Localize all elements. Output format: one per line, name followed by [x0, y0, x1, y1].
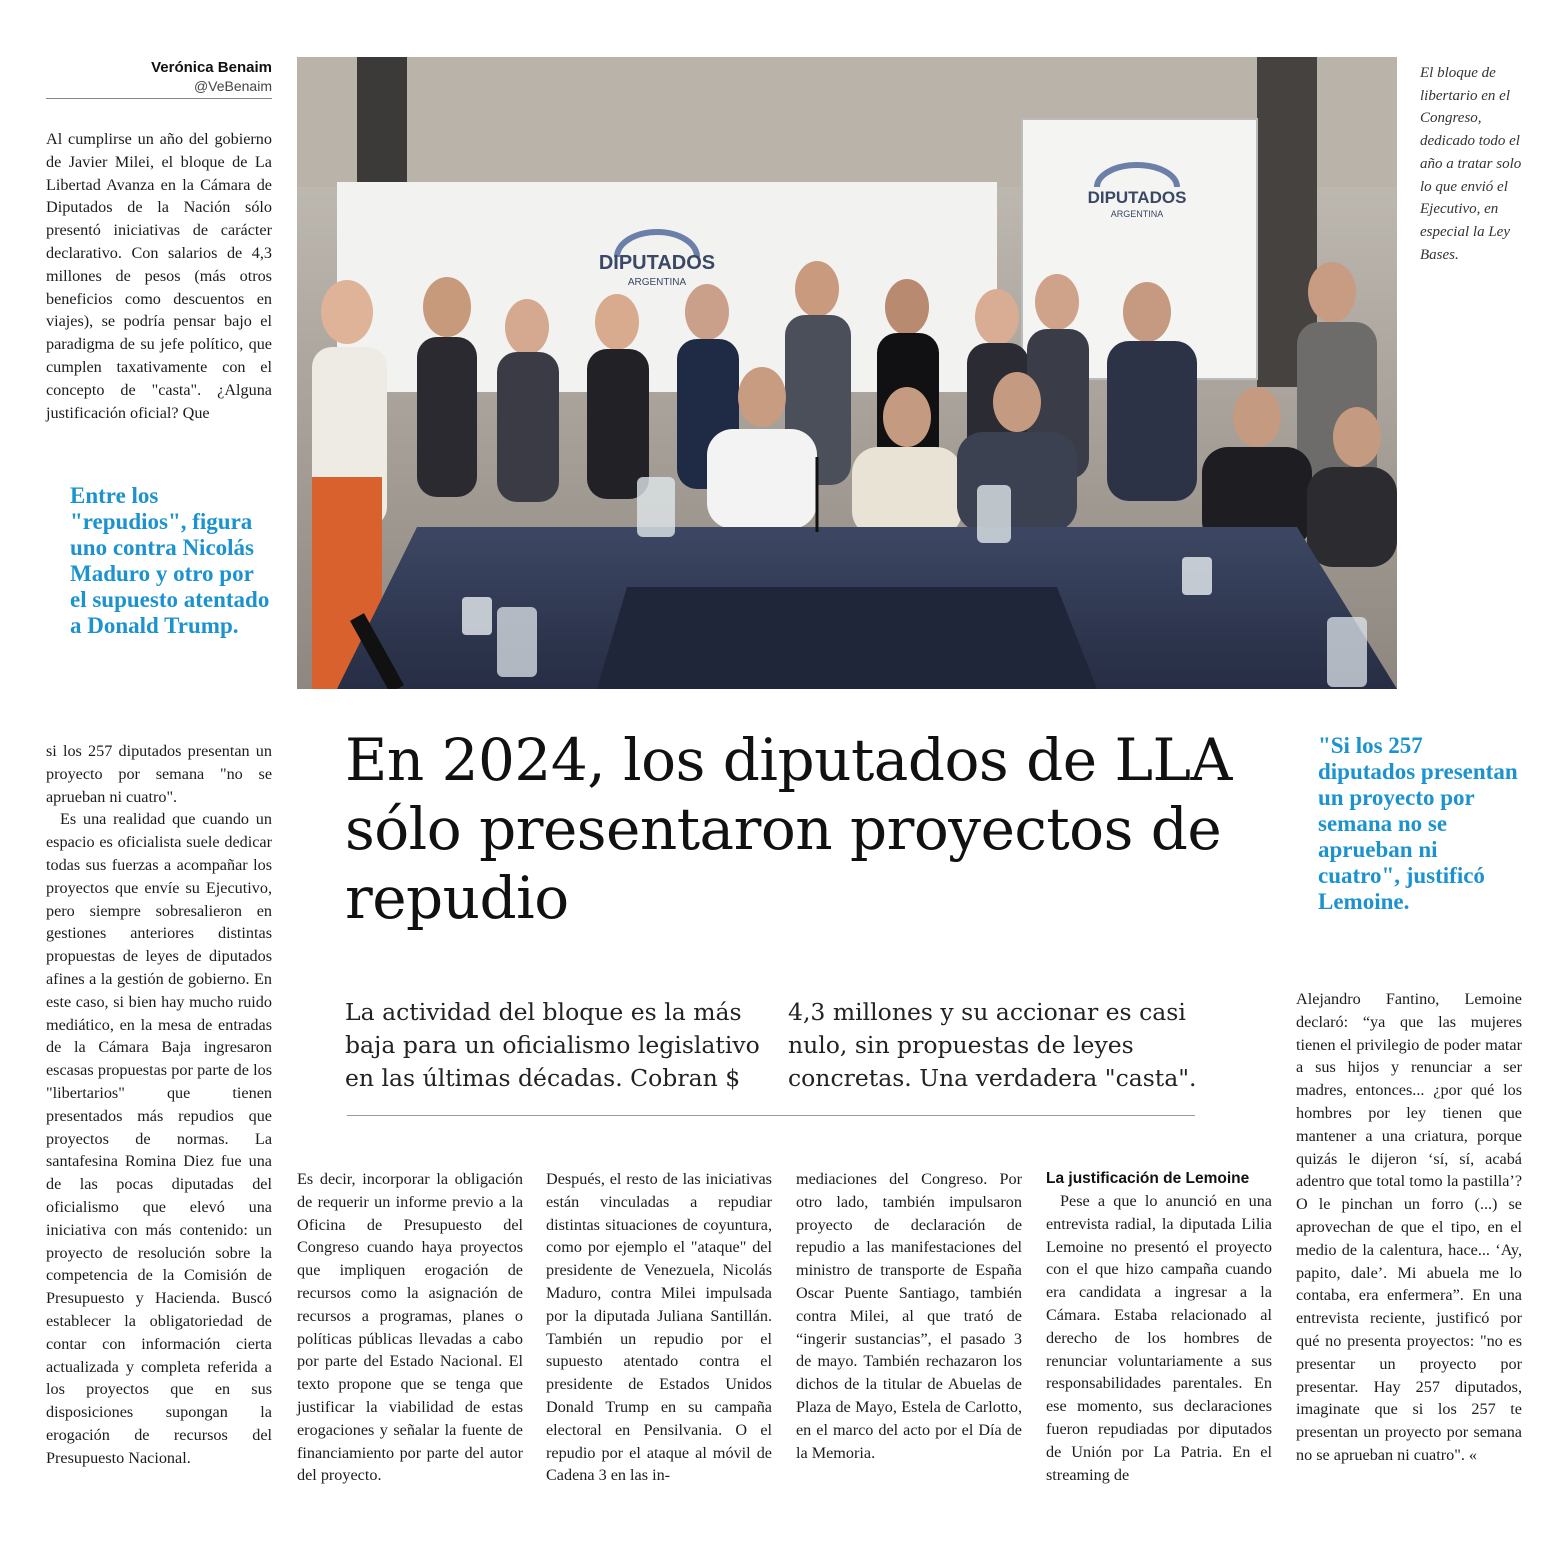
article-column-4	[796, 1168, 1022, 1464]
article-column-3	[546, 1168, 772, 1487]
group-photo-illustration	[297, 57, 1397, 689]
intro-paragraph: Al cumplirse un año del gobierno de Javier Milei, el bloque de La Libertad Avanza en la Cámara de Diputados de la Nación sólo presentó iniciativas de carácter declarativo. Con salarios de 4,3 millones de pesos (más otros beneficios como descuentos en viajes), se podría pensar bajo el paradigma de su jefe político, que cumplen taxativamente con el concepto de "casta". ¿Alguna justificación oficial? Que	[46, 130, 272, 422]
author-handle: @VeBenaim	[193, 78, 272, 94]
article-column-2	[297, 1168, 523, 1487]
column-3-paragraph: Después, el resto de las iniciativas están vinculadas a repudiar distintas situaciones de coyuntura, como por ejemplo el "ataque" del presidente de Venezuela, Nicolás Maduro, contra Milei impulsada por la diputada Juliana Santillán. También un repudio por el supuesto atentado contra el presidente de Estados Unidos Donald Trump en su campaña electoral en Pensilvania. O el repudio por el ataque al móvil de Cadena 3 en las in-	[546, 1170, 772, 1485]
deck-divider	[347, 1115, 1195, 1116]
pull-quote-left: Entre los "repudios", figura uno contra Nicolás Maduro y otro por el supuesto atentado a Donald Trump.	[70, 483, 270, 638]
column-1-paragraph-1: si los 257 diputados presentan un proyecto por semana "no se aprueban ni cuatro".	[46, 742, 272, 806]
author-name: Verónica Benaim	[151, 59, 272, 76]
article-intro	[46, 128, 272, 424]
column-2-paragraph: Es decir, incorporar la obligación de requerir un informe previo a la Oficina de Presupuesto del Congreso cuando haya proyectos que impliquen erogación de recursos como la asignación de recursos a programas, planes o políticas públicas llevadas a cabo por parte del Estado Nacional. El texto propone que se tenga que justificar la viabilidad de estas erogaciones y señalar la fuente de financiamiento por parte del autor del proyecto.	[297, 1170, 523, 1485]
article-photo	[297, 57, 1397, 689]
byline-divider	[46, 98, 272, 99]
banner-right-text: DIPUTADOS	[1087, 188, 1187, 207]
byline	[46, 58, 272, 95]
article-column-6	[1296, 988, 1522, 1467]
article-column-5	[1046, 1168, 1272, 1486]
column-5-paragraph: Pese a que lo anunció en una entrevista radial, la diputada Lilia Lemoine no presentó el proyecto con el que hizo campaña cuando era candidata a ingresar a la Cámara. Estaba relacionado al derecho de los hombres de renunciar voluntariamente a sus responsabilidades parentales. En ese momento, sus declaraciones fueron repudiadas por diputados de Unión por La Patria. En el streaming de	[1046, 1192, 1272, 1484]
article-column-1	[46, 740, 272, 1470]
banner-left-text: DIPUTADOS	[598, 252, 716, 274]
column-4-paragraph: mediaciones del Congreso. Por otro lado, también impulsaron proyecto de declaración de repudio a las manifestaciones del ministro de transporte de España Oscar Puente Santiago, también contra Milei, al que trató de “ingerir sustancias”, el pasado 3 de mayo. También rechazaron los dichos de la titular de Abuelas de Plaza de Mayo, Estela de Carlotto, en el marco del acto por el Día de la Memoria.	[796, 1170, 1022, 1462]
deck: La actividad del bloque es la más baja para un oficialismo legislativo en las últimas décadas. Cobran $ 4,3 millones y su accionar es casi nulo, sin propuestas de leyes concretas. Una verdadera "casta".	[345, 998, 1197, 1092]
column-1-paragraph-2: Es una realidad que cuando un espacio es oficialista suele dedicar todas sus fuerzas a acompañar los proyectos que envíe su Ejecutivo, pero siempre sobresalieron en gestiones anteriores distintas propuestas de leyes de diputados afines a la gestión de gobierno. En este caso, si bien hay mucho ruido mediático, en la mesa de entradas de la Cámara Baja ingresaron escasas propuestas por parte de los "libertarios" que tienen presentados más repudios que proyectos de normas. La santafesina Romina Diez fue una de las pocas diputadas del oficialismo que elevó una iniciativa con más contenido: un proyecto de resolución sobre la competencia de la Comisión de Presupuesto y Hacienda. Buscó establecer la obligatoriedad de contar con información cierta actualizada y completa referida a los proyectos que en sus disposiciones supongan la erogación de recursos del Presupuesto Nacional.	[46, 810, 272, 1467]
photo-caption: El bloque de libertario en el Congreso, dedicado todo el año a tratar solo lo que envió el Ejecutivo, en especial la Ley Bases.	[1420, 65, 1522, 263]
subheading: La justificación de Lemoine	[1046, 1170, 1250, 1187]
headline: En 2024, los diputados de LLA sólo presentaron proyectos de repudio	[345, 726, 1232, 932]
banner-right-subtext: ARGENTINA	[1110, 209, 1164, 219]
banner-left-subtext: ARGENTINA	[627, 277, 687, 288]
pull-quote-right: "Si los 257 diputados presentan un proyecto por semana no se aprueban ni cuatro", justificó Lemoine.	[1318, 733, 1518, 914]
column-6-paragraph: Alejandro Fantino, Lemoine declaró: “ya que las mujeres tienen el privilegio de poder matar a sus hijos y renunciar a ser madres, entonces... ¿por qué los hombres por ley tienen que mantener a una criatura, porque quizás le dijeron ‘sí, sí, acabá adentro que total tomo la pastilla’? O le pinchan un forro (...) se aprovechan de que el tipo, en el medio de la calentura, hace... ‘Ay, papito, dale’. Mi abuela me lo contaba, era enfermera”. En una entrevista reciente, justificó por qué no presenta proyectos: "no es presentar un proyecto por presentar. Hay 257 diputados, imaginate que si los 257 te presentan un proyecto por semana no se aprueban ni cuatro". «	[1296, 990, 1522, 1464]
